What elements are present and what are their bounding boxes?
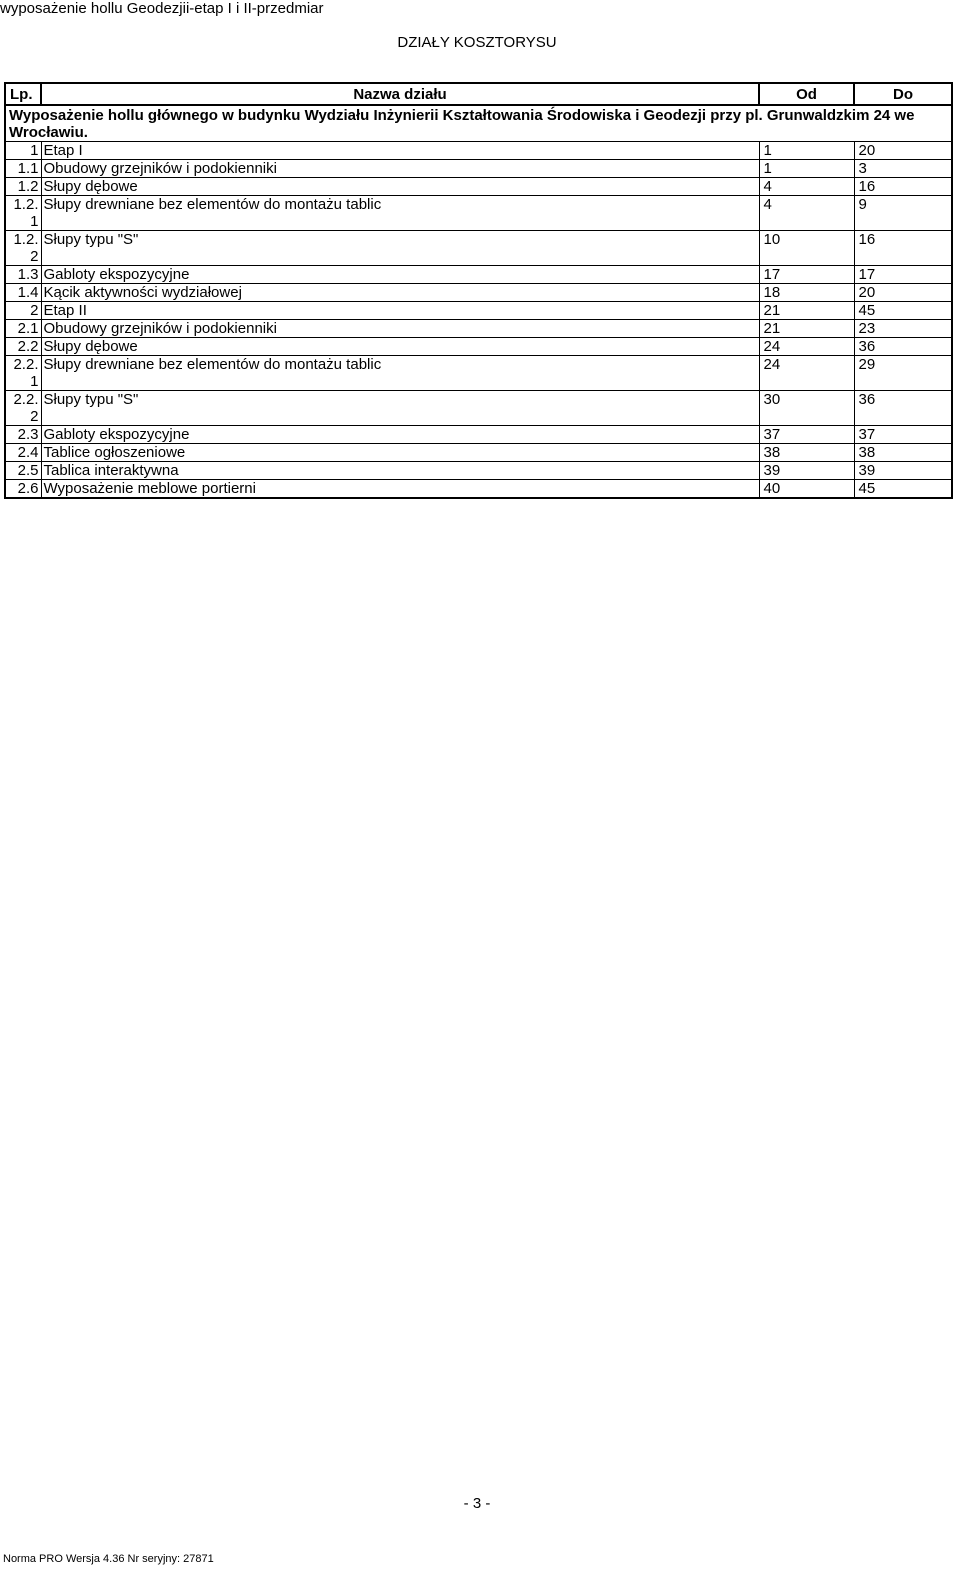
table-row — [5, 338, 952, 356]
table-row — [5, 320, 952, 338]
table-row — [5, 160, 952, 178]
od-cell: 24 — [759, 356, 854, 391]
lp-cell: 1.3 — [5, 266, 41, 284]
do-cell: 45 — [854, 302, 952, 320]
do-cell: 39 — [854, 462, 952, 480]
main-title-cell: Wyposażenie hollu głównego w budynku Wydziału Inżynierii Kształtowania Środowiska i Geodezji przy pl. Grunwaldzkim 24 we Wrocławiu. — [5, 105, 952, 142]
do-cell: 16 — [854, 178, 952, 196]
name-cell: Gabloty ekspozycyjne — [41, 266, 759, 284]
name-cell: Słupy drewniane bez elementów do montażu tablic — [41, 356, 759, 391]
do-cell: 29 — [854, 356, 952, 391]
table-row — [5, 266, 952, 284]
lp-cell: 2.5 — [5, 462, 41, 480]
od-cell: 21 — [759, 320, 854, 338]
document-title: wyposażenie hollu Geodezjii-etap I i II-przedmiar — [0, 0, 324, 17]
table-row — [5, 284, 952, 302]
od-cell: 1 — [759, 142, 854, 160]
do-cell: 37 — [854, 426, 952, 444]
name-cell: Słupy dębowe — [41, 178, 759, 196]
od-cell: 30 — [759, 391, 854, 426]
table-row — [5, 444, 952, 462]
table-row — [5, 356, 952, 391]
do-cell: 45 — [854, 480, 952, 499]
lp-cell: 1.4 — [5, 284, 41, 302]
table-row — [5, 142, 952, 160]
name-cell: Tablica interaktywna — [41, 462, 759, 480]
od-cell: 17 — [759, 266, 854, 284]
od-cell: 18 — [759, 284, 854, 302]
do-cell: 36 — [854, 391, 952, 426]
name-cell: Etap I — [41, 142, 759, 160]
column-header-do: Do — [854, 83, 952, 105]
lp-cell: 2.3 — [5, 426, 41, 444]
sections-table — [4, 82, 953, 499]
table-row — [5, 231, 952, 266]
table-row — [5, 480, 952, 499]
od-cell: 37 — [759, 426, 854, 444]
lp-cell: 1.1 — [5, 160, 41, 178]
main-title-row — [5, 105, 952, 142]
name-cell: Etap II — [41, 302, 759, 320]
lp-cell: 1.2.2 — [5, 231, 41, 266]
lp-cell: 2.6 — [5, 480, 41, 499]
lp-cell: 1.2.1 — [5, 196, 41, 231]
name-cell: Słupy typu "S" — [41, 231, 759, 266]
column-header-od: Od — [759, 83, 854, 105]
od-cell: 39 — [759, 462, 854, 480]
lp-cell: 2.4 — [5, 444, 41, 462]
od-cell: 10 — [759, 231, 854, 266]
section-title: DZIAŁY KOSZTORYSU — [397, 34, 557, 51]
od-cell: 24 — [759, 338, 854, 356]
do-cell: 9 — [854, 196, 952, 231]
table-row — [5, 462, 952, 480]
table-row — [5, 426, 952, 444]
table-row — [5, 302, 952, 320]
name-cell: Słupy typu "S" — [41, 391, 759, 426]
od-cell: 40 — [759, 480, 854, 499]
name-cell: Gabloty ekspozycyjne — [41, 426, 759, 444]
do-cell: 20 — [854, 284, 952, 302]
table-row — [5, 391, 952, 426]
do-cell: 17 — [854, 266, 952, 284]
name-cell: Tablice ogłoszeniowe — [41, 444, 759, 462]
do-cell: 23 — [854, 320, 952, 338]
name-cell: Wyposażenie meblowe portierni — [41, 480, 759, 499]
name-cell: Słupy drewniane bez elementów do montażu tablic — [41, 196, 759, 231]
od-cell: 1 — [759, 160, 854, 178]
lp-cell: 2.2.2 — [5, 391, 41, 426]
table-row — [5, 178, 952, 196]
lp-cell: 1 — [5, 142, 41, 160]
do-cell: 16 — [854, 231, 952, 266]
do-cell: 3 — [854, 160, 952, 178]
do-cell: 36 — [854, 338, 952, 356]
name-cell: Obudowy grzejników i podokienniki — [41, 320, 759, 338]
table-row — [5, 196, 952, 231]
column-header-lp: Lp. — [5, 83, 41, 105]
table-header-row — [5, 83, 952, 105]
do-cell: 20 — [854, 142, 952, 160]
footer-note: Norma PRO Wersja 4.36 Nr seryjny: 27871 — [3, 1553, 214, 1565]
od-cell: 38 — [759, 444, 854, 462]
lp-cell: 2 — [5, 302, 41, 320]
lp-cell: 2.1 — [5, 320, 41, 338]
name-cell: Obudowy grzejników i podokienniki — [41, 160, 759, 178]
page-number: - 3 - — [463, 1495, 491, 1512]
od-cell: 21 — [759, 302, 854, 320]
name-cell: Kącik aktywności wydziałowej — [41, 284, 759, 302]
column-header-name: Nazwa działu — [41, 83, 759, 105]
lp-cell: 2.2 — [5, 338, 41, 356]
lp-cell: 2.2.1 — [5, 356, 41, 391]
od-cell: 4 — [759, 178, 854, 196]
lp-cell: 1.2 — [5, 178, 41, 196]
name-cell: Słupy dębowe — [41, 338, 759, 356]
do-cell: 38 — [854, 444, 952, 462]
od-cell: 4 — [759, 196, 854, 231]
